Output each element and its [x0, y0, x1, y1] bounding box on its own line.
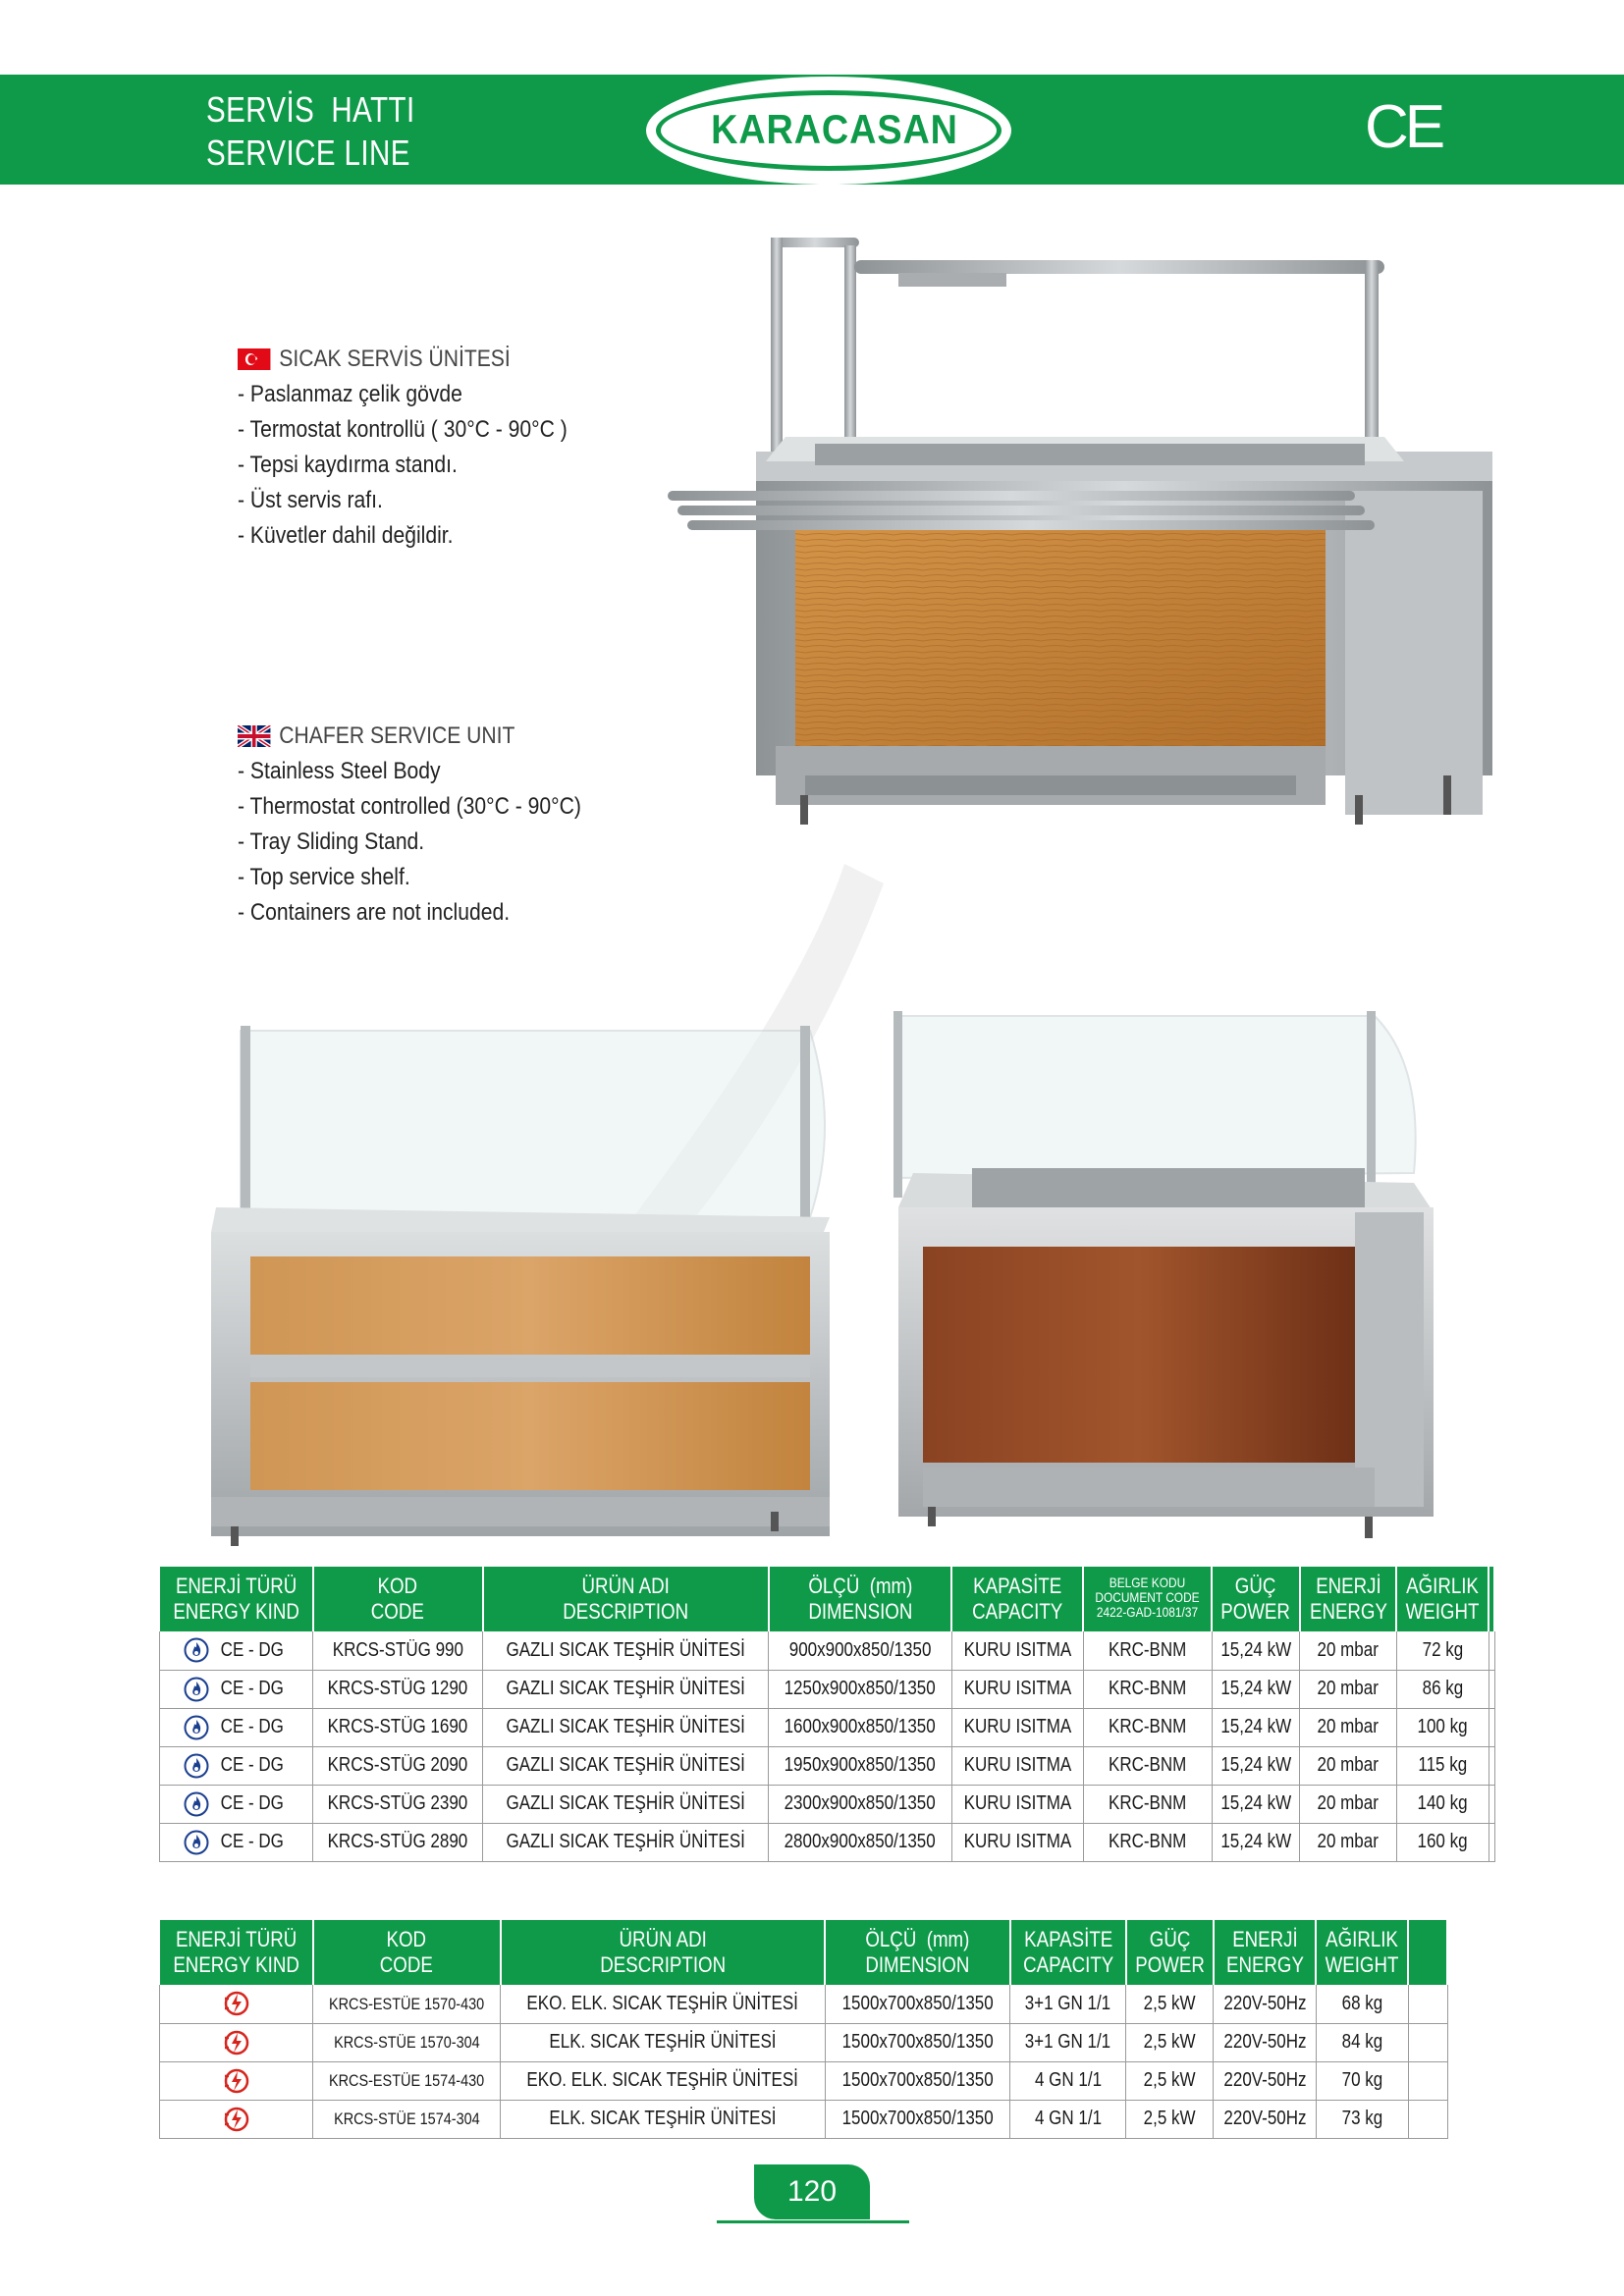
table-row: [160, 1708, 1495, 1746]
cell-text: 73 kg: [1341, 2108, 1383, 2129]
cell-text: 3+1 GN 1/1: [1025, 2031, 1111, 2053]
cell-blank: [1408, 2061, 1447, 2100]
cell-text: 20 mbar: [1317, 1716, 1380, 1737]
gas-flame-icon: [184, 1830, 209, 1855]
cell-text: ELK. SICAK TEŞHİR ÜNİTESİ: [549, 2108, 777, 2129]
cell-blank: [1489, 1785, 1494, 1823]
cell-kind: [160, 1785, 313, 1823]
cell-text: 15,24 kW: [1219, 1831, 1291, 1852]
cell-text: KURU ISITMA: [963, 1678, 1071, 1699]
header-code: KOD CODE: [313, 1920, 501, 1985]
cell-weight: [1396, 1670, 1489, 1708]
header-capacity: KAPASİTE CAPACITY: [951, 1567, 1083, 1631]
cell-text: KRCS-STÜG 2090: [327, 1754, 468, 1776]
header-power: GÜÇ POWER: [1212, 1567, 1299, 1631]
cell-text: 15,24 kW: [1219, 1638, 1291, 1661]
cell-blank: [1489, 1670, 1494, 1708]
cell-power: [1126, 2023, 1214, 2061]
cell-weight: [1316, 2100, 1408, 2138]
header-energy: ENERJİ ENERGY: [1214, 1920, 1316, 1985]
gas-units-table: [159, 1567, 1495, 1862]
cell-cap: [1010, 2061, 1126, 2100]
cell-dim: [769, 1708, 951, 1746]
cell-energy: [1300, 1708, 1397, 1746]
cell-code: [313, 1670, 483, 1708]
header-power: GÜÇ POWER: [1126, 1920, 1214, 1985]
list-item: - Top service shelf.: [238, 864, 410, 890]
cell-text: KRCS-STÜE 1574-304: [333, 2109, 480, 2128]
cell-text: CE - DG: [220, 1791, 284, 1814]
cell-energy: [1300, 1823, 1397, 1861]
cell-text: 2,5 kW: [1143, 1992, 1196, 2014]
cell-text: GAZLI SICAK TEŞHİR ÜNİTESİ: [506, 1678, 745, 1699]
cell-text: 3+1 GN 1/1: [1025, 1992, 1111, 2014]
cell-text: 2,5 kW: [1143, 2031, 1196, 2053]
product-photo-display-unit-light-wood: [201, 1011, 859, 1551]
features-english-heading: [238, 719, 581, 754]
table-row: [160, 1823, 1495, 1861]
list-item: - Stainless Steel Body: [238, 758, 441, 784]
cell-dim: [769, 1746, 951, 1785]
brand-name: KARACASAN: [711, 106, 958, 152]
features-turkish-heading: [238, 342, 568, 377]
cell-text: KURU ISITMA: [963, 1831, 1071, 1852]
header-energy-kind: ENERJİ TÜRÜ ENERGY KIND: [160, 1567, 313, 1631]
cell-dim: [825, 2061, 1010, 2100]
header-weight: AĞIRLIK WEIGHT: [1396, 1567, 1489, 1631]
cell-weight: [1396, 1785, 1489, 1823]
list-item: - Containers are not included.: [238, 899, 511, 926]
cell-cap: [1010, 1985, 1126, 2023]
header-blank: [1408, 1920, 1447, 1985]
cell-power: [1126, 1985, 1214, 2023]
cell-dim: [825, 1985, 1010, 2023]
cell-dim: [769, 1823, 951, 1861]
cell-doc: [1083, 1631, 1212, 1670]
features-turkish: [238, 342, 568, 554]
cell-text: KRC-BNM: [1108, 1831, 1187, 1852]
page-number-rule: [717, 2220, 909, 2223]
cell-kind: [160, 2023, 313, 2061]
cell-energy: [1300, 1670, 1397, 1708]
page-title: [206, 88, 415, 175]
header-dimension: ÖLÇÜ (mm) DIMENSION: [825, 1920, 1010, 1985]
title-turkish: SERVİS HATTI: [206, 89, 415, 130]
cell-desc: [483, 1631, 769, 1670]
page-number: 120: [754, 2164, 870, 2219]
cell-text: 115 kg: [1418, 1754, 1468, 1776]
cell-code: [313, 2061, 501, 2100]
cell-text: KRCS-STÜE 1570-304: [333, 2033, 480, 2052]
table-row: [160, 1785, 1495, 1823]
cell-text: GAZLI SICAK TEŞHİR ÜNİTESİ: [506, 1831, 745, 1852]
table-header-row: [160, 1567, 1495, 1631]
cell-text: KRC-BNM: [1108, 1716, 1187, 1737]
cell-energy: [1214, 2023, 1316, 2061]
electric-units-table: [159, 1920, 1448, 2139]
cell-text: 2,5 kW: [1143, 2069, 1196, 2091]
gas-flame-icon: [184, 1715, 209, 1740]
cell-desc: [501, 1985, 825, 2023]
list-item: - Paslanmaz çelik gövde: [238, 381, 462, 407]
cell-dim: [769, 1670, 951, 1708]
cell-doc: [1083, 1708, 1212, 1746]
header-dimension: ÖLÇÜ (mm) DIMENSION: [769, 1567, 951, 1631]
cell-weight: [1316, 2023, 1408, 2061]
list-item: - Termostat kontrollü ( 30°C - 90°C ): [238, 416, 568, 443]
cell-cap: [1010, 2023, 1126, 2061]
list-item: - Üst servis rafı.: [238, 487, 383, 513]
cell-text: 20 mbar: [1317, 1792, 1380, 1814]
cell-code: [313, 1746, 483, 1785]
features-turkish-list: [238, 377, 568, 554]
cell-text: KRCS-STÜG 990: [332, 1638, 463, 1661]
cell-text: CE - DG: [220, 1638, 284, 1661]
cell-text: 220V-50Hz: [1223, 2031, 1307, 2053]
cell-desc: [483, 1746, 769, 1785]
cell-text: KURU ISITMA: [963, 1754, 1071, 1776]
heading-text: SICAK SERVİS ÜNİTESİ: [279, 346, 511, 372]
heading-text: CHAFER SERVICE UNIT: [279, 722, 515, 749]
gas-flame-icon: [184, 1791, 209, 1817]
cell-code: [313, 1985, 501, 2023]
cell-doc: [1083, 1785, 1212, 1823]
cell-text: ELK. SICAK TEŞHİR ÜNİTESİ: [549, 2031, 777, 2053]
cell-kind: [160, 2061, 313, 2100]
cell-text: 20 mbar: [1317, 1638, 1380, 1661]
cell-text: KURU ISITMA: [963, 1638, 1071, 1661]
cell-kind: [160, 1631, 313, 1670]
cell-cap: [951, 1823, 1083, 1861]
list-item: - Tepsi kaydırma standı.: [238, 452, 458, 478]
cell-text: 220V-50Hz: [1223, 1992, 1307, 2014]
cell-text: KRCS-STÜG 2890: [327, 1831, 468, 1852]
cell-kind: [160, 1985, 313, 2023]
cell-text: 2300x900x850/1350: [784, 1792, 937, 1814]
cell-text: CE - DG: [220, 1753, 284, 1776]
cell-kind: [160, 1823, 313, 1861]
table-row: [160, 2061, 1448, 2100]
cell-text: CE - DG: [220, 1677, 284, 1699]
cell-text: EKO. ELK. SICAK TEŞHİR ÜNİTESİ: [526, 2069, 799, 2091]
cell-text: EKO. ELK. SICAK TEŞHİR ÜNİTESİ: [526, 1992, 799, 2014]
cell-power: [1126, 2100, 1214, 2138]
cell-power: [1212, 1823, 1299, 1861]
list-item: - Tray Sliding Stand.: [238, 828, 425, 855]
cell-weight: [1316, 1985, 1408, 2023]
cell-cap: [951, 1746, 1083, 1785]
cell-text: 2,5 kW: [1143, 2108, 1196, 2129]
cell-energy: [1214, 1985, 1316, 2023]
cell-text: 1500x700x850/1350: [841, 2108, 994, 2129]
cell-doc: [1083, 1670, 1212, 1708]
cell-kind: [160, 1746, 313, 1785]
electric-plug-icon: [222, 2106, 251, 2133]
cell-kind: [160, 1670, 313, 1708]
cell-code: [313, 2100, 501, 2138]
cell-text: KRCS-STÜG 1290: [327, 1678, 468, 1699]
cell-code: [313, 1631, 483, 1670]
cell-dim: [769, 1785, 951, 1823]
cell-energy: [1214, 2061, 1316, 2100]
cell-text: 220V-50Hz: [1223, 2069, 1307, 2091]
cell-text: 160 kg: [1417, 1831, 1468, 1852]
ce-mark: CE: [1365, 93, 1442, 161]
cell-text: 1950x900x850/1350: [784, 1754, 937, 1776]
cell-text: 15,24 kW: [1219, 1792, 1291, 1814]
cell-cap: [951, 1708, 1083, 1746]
cell-text: GAZLI SICAK TEŞHİR ÜNİTESİ: [506, 1638, 745, 1661]
gas-flame-icon: [184, 1637, 209, 1663]
cell-text: 15,24 kW: [1219, 1754, 1291, 1776]
product-photo-display-unit-dark-wood: [884, 1006, 1434, 1546]
cell-dim: [825, 2100, 1010, 2138]
cell-weight: [1396, 1823, 1489, 1861]
table-row: [160, 2023, 1448, 2061]
cell-text: GAZLI SICAK TEŞHİR ÜNİTESİ: [506, 1792, 745, 1814]
cell-text: 1500x700x850/1350: [841, 2069, 994, 2091]
cell-weight: [1316, 2061, 1408, 2100]
cell-text: 20 mbar: [1317, 1831, 1380, 1852]
cell-cap: [951, 1670, 1083, 1708]
cell-text: GAZLI SICAK TEŞHİR ÜNİTESİ: [506, 1754, 745, 1776]
header-energy: ENERJİ ENERGY: [1300, 1567, 1397, 1631]
cell-text: 72 kg: [1422, 1638, 1464, 1661]
gas-flame-icon: [184, 1753, 209, 1779]
cell-text: KRCS-ESTÜE 1570-430: [329, 1994, 485, 2013]
header-blank: [1489, 1567, 1494, 1631]
cell-doc: [1083, 1746, 1212, 1785]
cell-blank: [1489, 1746, 1494, 1785]
cell-text: KRC-BNM: [1108, 1638, 1187, 1661]
cell-blank: [1489, 1823, 1494, 1861]
table-row: [160, 2100, 1448, 2138]
cell-power: [1212, 1670, 1299, 1708]
cell-dim: [825, 2023, 1010, 2061]
cell-kind: [160, 1708, 313, 1746]
cell-blank: [1489, 1708, 1494, 1746]
cell-text: 1500x700x850/1350: [841, 2031, 994, 2053]
cell-code: [313, 1785, 483, 1823]
cell-desc: [501, 2023, 825, 2061]
cell-cap: [951, 1631, 1083, 1670]
table-row: [160, 1670, 1495, 1708]
title-english: SERVICE LINE: [206, 133, 410, 173]
cell-cap: [1010, 2100, 1126, 2138]
cell-desc: [483, 1670, 769, 1708]
cell-text: 1250x900x850/1350: [784, 1678, 937, 1699]
list-item: - Thermostat controlled (30°C - 90°C): [238, 793, 581, 820]
cell-text: KRC-BNM: [1108, 1678, 1187, 1699]
table-row: [160, 1985, 1448, 2023]
cell-text: 20 mbar: [1317, 1754, 1380, 1776]
cell-text: 86 kg: [1422, 1678, 1464, 1699]
cell-text: 15,24 kW: [1219, 1716, 1291, 1737]
header-description: ÜRÜN ADI DESCRIPTION: [483, 1567, 769, 1631]
cell-dim: [769, 1631, 951, 1670]
cell-desc: [483, 1785, 769, 1823]
cell-text: 68 kg: [1341, 1992, 1383, 2014]
cell-text: KRC-BNM: [1108, 1754, 1187, 1776]
cell-doc: [1083, 1823, 1212, 1861]
cell-text: GAZLI SICAK TEŞHİR ÜNİTESİ: [506, 1716, 745, 1737]
electric-plug-icon: [222, 2029, 251, 2056]
table-row: [160, 1631, 1495, 1670]
cell-text: 900x900x850/1350: [788, 1638, 932, 1661]
cell-weight: [1396, 1746, 1489, 1785]
cell-weight: [1396, 1631, 1489, 1670]
cell-text: CE - DG: [220, 1715, 284, 1737]
cell-text: 220V-50Hz: [1223, 2108, 1307, 2129]
cell-text: 100 kg: [1417, 1716, 1468, 1737]
list-item: - Küvetler dahil değildir.: [238, 522, 454, 549]
uk-flag-icon: [238, 725, 270, 747]
electric-plug-icon: [222, 2067, 251, 2095]
cell-blank: [1489, 1631, 1494, 1670]
table-row: [160, 1746, 1495, 1785]
cell-text: 1600x900x850/1350: [784, 1716, 937, 1737]
cell-code: [313, 1708, 483, 1746]
cell-energy: [1300, 1785, 1397, 1823]
cell-text: KURU ISITMA: [963, 1792, 1071, 1814]
cell-text: KURU ISITMA: [963, 1716, 1071, 1737]
cell-code: [313, 2023, 501, 2061]
cell-desc: [483, 1823, 769, 1861]
header-description: ÜRÜN ADI DESCRIPTION: [501, 1920, 825, 1985]
cell-text: KRCS-ESTÜE 1574-430: [329, 2071, 485, 2090]
table-header-row: [160, 1920, 1448, 1985]
electric-plug-icon: [222, 1990, 251, 2017]
cell-power: [1212, 1785, 1299, 1823]
cell-power: [1126, 2061, 1214, 2100]
cell-desc: [501, 2100, 825, 2138]
cell-energy: [1214, 2100, 1316, 2138]
cell-text: KRCS-STÜG 2390: [327, 1792, 468, 1814]
cell-energy: [1300, 1746, 1397, 1785]
header-document-code: BELGE KODU DOCUMENT CODE 2422-GAD-1081/37: [1083, 1567, 1212, 1631]
cell-text: 1500x700x850/1350: [841, 1992, 994, 2014]
cell-text: 4 GN 1/1: [1034, 2069, 1102, 2091]
cell-text: KRC-BNM: [1108, 1792, 1187, 1814]
cell-blank: [1408, 1985, 1447, 2023]
cell-text: 70 kg: [1341, 2069, 1383, 2091]
cell-desc: [483, 1708, 769, 1746]
cell-weight: [1396, 1708, 1489, 1746]
cell-power: [1212, 1708, 1299, 1746]
cell-kind: [160, 2100, 313, 2138]
cell-text: 2800x900x850/1350: [784, 1831, 937, 1852]
cell-energy: [1300, 1631, 1397, 1670]
cell-desc: [501, 2061, 825, 2100]
gas-flame-icon: [184, 1677, 209, 1702]
header-code: KOD CODE: [313, 1567, 483, 1631]
turkey-flag-icon: [238, 348, 270, 370]
cell-text: 20 mbar: [1317, 1678, 1380, 1699]
cell-blank: [1408, 2100, 1447, 2138]
header-weight: AĞIRLIK WEIGHT: [1316, 1920, 1408, 1985]
cell-text: 15,24 kW: [1219, 1678, 1291, 1699]
cell-power: [1212, 1746, 1299, 1785]
cell-power: [1212, 1631, 1299, 1670]
cell-cap: [951, 1785, 1083, 1823]
header-energy-kind: ENERJİ TÜRÜ ENERGY KIND: [160, 1920, 313, 1985]
cell-text: CE - DG: [220, 1830, 284, 1852]
product-photo-chafer-service-unit: [658, 226, 1502, 933]
cell-text: 140 kg: [1417, 1792, 1468, 1814]
cell-code: [313, 1823, 483, 1861]
cell-blank: [1408, 2023, 1447, 2061]
cell-text: KRCS-STÜG 1690: [327, 1716, 468, 1737]
cell-text: 84 kg: [1341, 2031, 1383, 2053]
cell-text: 4 GN 1/1: [1034, 2108, 1102, 2129]
header-capacity: KAPASİTE CAPACITY: [1010, 1920, 1126, 1985]
